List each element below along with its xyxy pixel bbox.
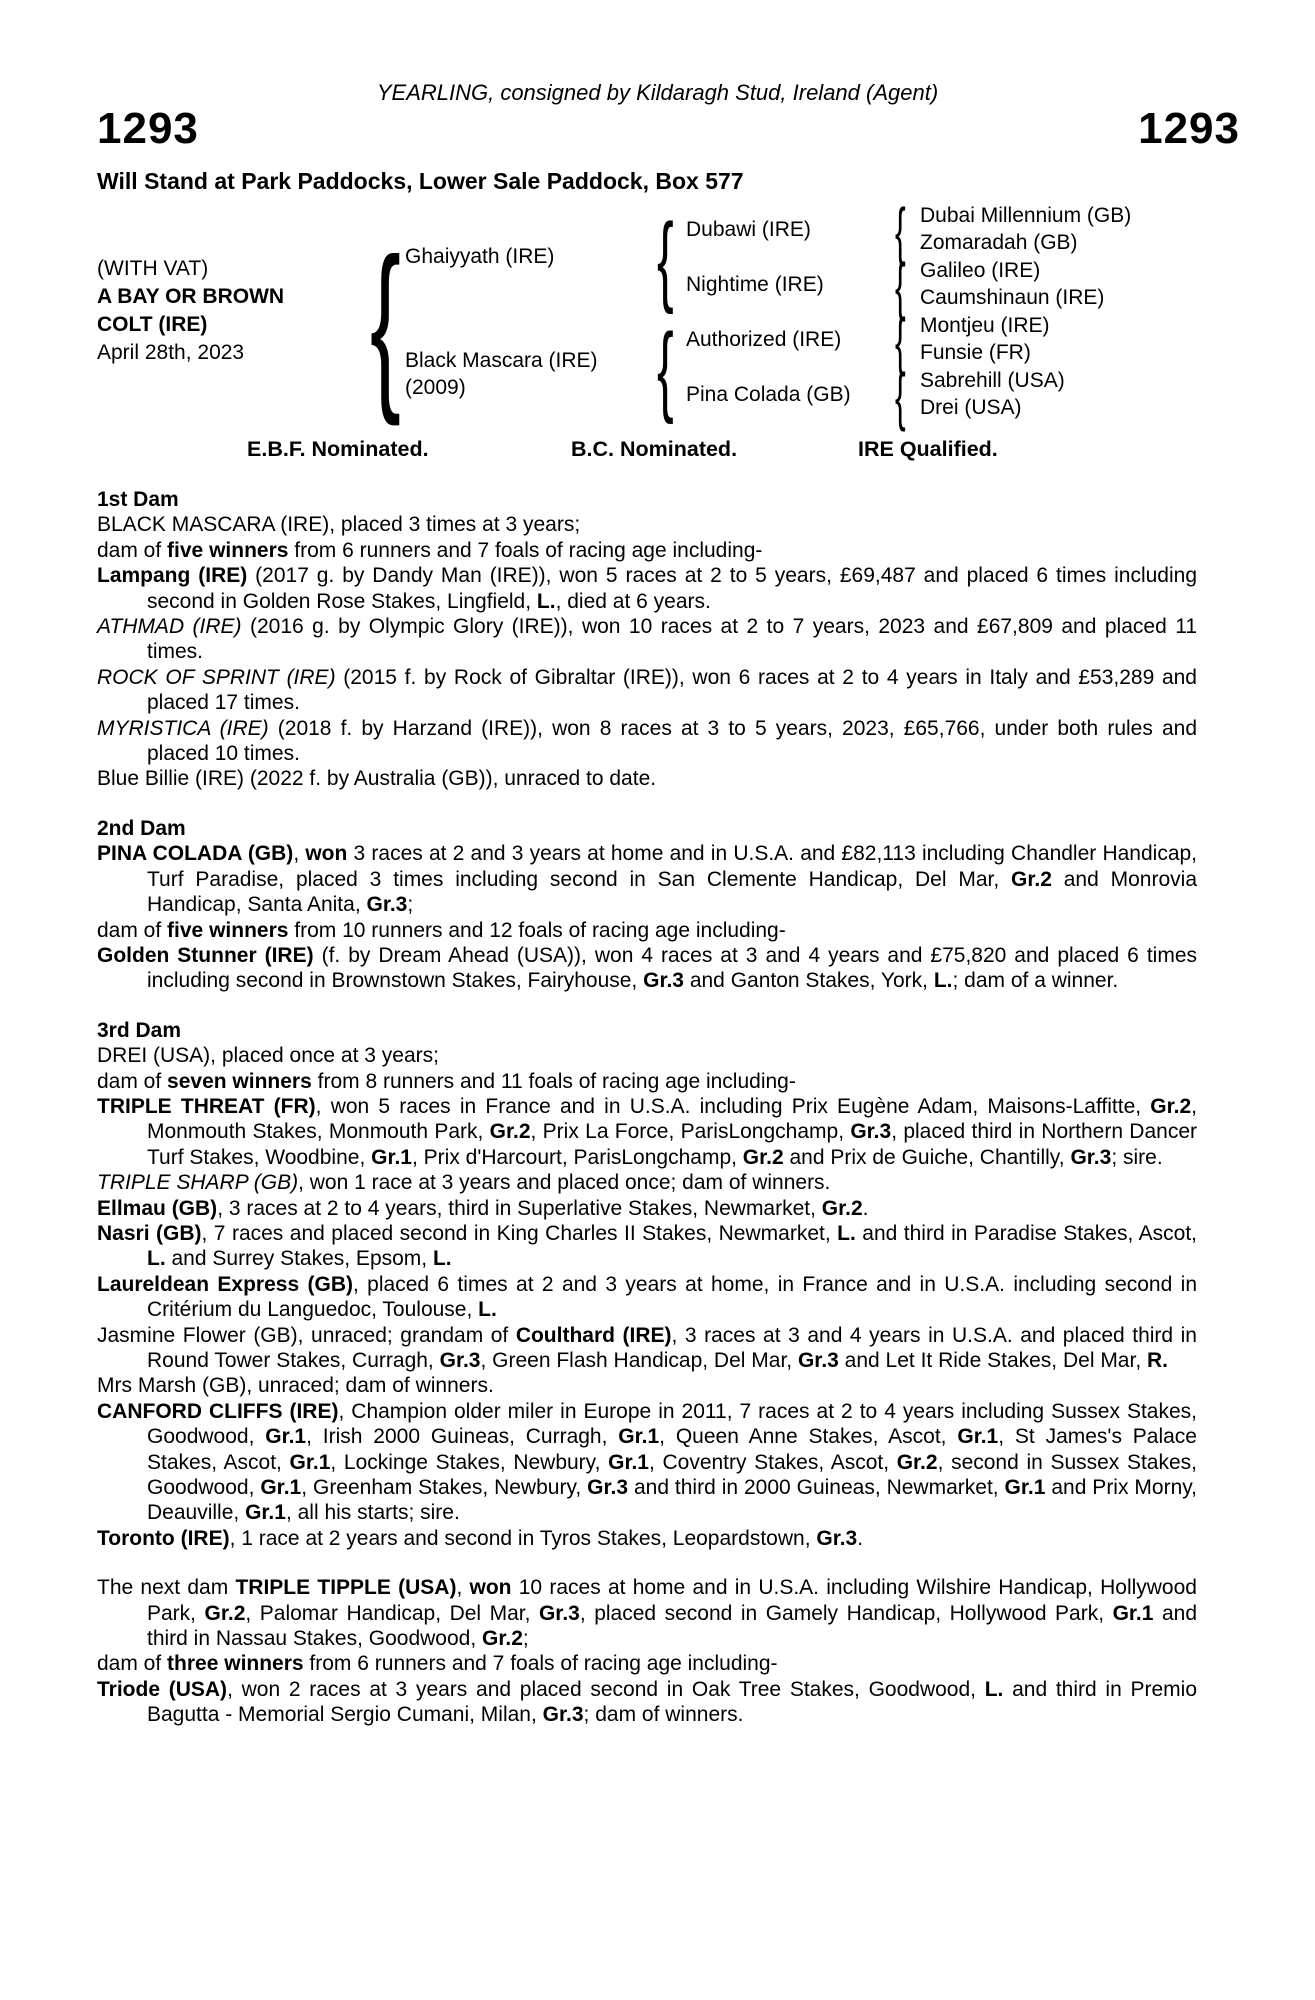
- great-grandparent-name: Montjeu (IRE): [920, 314, 1050, 337]
- nominations-line: [97, 437, 1240, 463]
- great-grandparent-name: Caumshinaun (IRE): [920, 286, 1105, 309]
- great-grandparent-name: Dubai Millennium (GB): [920, 204, 1132, 227]
- text-run: Nasri (GB): [97, 1221, 202, 1245]
- produce-summary: dam of five winners from 6 runners and 7 foals of racing age including-: [97, 538, 763, 562]
- sire-brace-icon: {: [657, 203, 674, 315]
- progeny-entry: Mrs Marsh (GB), unraced; dam of winners.: [97, 1374, 494, 1398]
- progeny-entry: Laureldean Express (GB), placed 6 times at 2 and 3 years at home, in France and in U.S.A. including second in Critérium du Languedoc, Toulouse, L.: [97, 1272, 1197, 1322]
- dam-brace-icon: {: [657, 313, 674, 425]
- produce-summary: dam of seven winners from 8 runners and 11 foals of racing age including-: [97, 1069, 796, 1093]
- progeny-entry: TRIPLE SHARP (GB), won 1 race at 3 years and placed once; dam of winners.: [97, 1171, 831, 1195]
- section-heading: 2nd Dam: [97, 816, 186, 840]
- dam-record: DREI (USA), placed once at 3 years;: [97, 1044, 439, 1068]
- granddam-name: Pina Colada (GB): [686, 383, 851, 406]
- text-run: seven winners: [167, 1069, 312, 1093]
- great-grandparent-name: Sabrehill (USA): [920, 369, 1065, 392]
- progeny-entry: Golden Stunner (IRE) (f. by Dream Ahead (USA)), won 4 races at 3 and 4 years and £75,820 and placed 6 times including second in Brownstown Stakes, Fairyhouse, Gr.3 and Ganton Stakes, York, L.; dam of a winner.: [97, 943, 1197, 993]
- great-grandparent-brace-icon: {: [895, 250, 906, 322]
- horse-description-line1: A BAY OR BROWN: [97, 285, 285, 308]
- text-run: Gr.3: [797, 1349, 839, 1372]
- progeny-entry: Blue Billie (IRE) (2022 f. by Australia (GB)), unraced to date.: [97, 767, 657, 791]
- lot-number-left: 1293: [97, 104, 199, 153]
- text-run: L.: [147, 1247, 166, 1271]
- dam-record: BLACK MASCARA (IRE), placed 3 times at 3 years;: [97, 513, 581, 537]
- ebf-nominated-label: E.B.F. Nominated.: [247, 437, 429, 461]
- text-run: three winners: [167, 1652, 304, 1676]
- text-run: won: [305, 842, 348, 866]
- text-run: CANFORD CLIFFS (IRE): [97, 1399, 339, 1423]
- great-grandparent-name: Funsie (FR): [920, 341, 1031, 364]
- progeny-entry: Triode (USA), won 2 races at 3 years and placed second in Oak Tree Stakes, Goodwood, L. and third in Premio Bagutta - Memorial Sergio Cumani, Milan, Gr.3; dam of winners.: [97, 1677, 1197, 1727]
- text-run: Gr.1: [608, 1450, 649, 1474]
- dam-name: Black Mascara (IRE): [405, 349, 598, 372]
- ire-qualified-label: IRE Qualified.: [858, 437, 998, 461]
- produce-summary: dam of five winners from 10 runners and 12 foals of racing age including-: [97, 918, 786, 942]
- text-run: five winners: [167, 538, 289, 562]
- pedigree-text: [97, 487, 1197, 1728]
- lot-number-right: 1293: [1138, 104, 1240, 153]
- text-run: Ellmau (GB): [97, 1196, 218, 1220]
- great-grandparent-brace-icon: {: [895, 195, 906, 267]
- text-run: Gr.3: [366, 893, 408, 917]
- stand-location: Will Stand at Park Paddocks, Lower Sale Paddock, Box 577: [97, 168, 744, 194]
- text-run: Gr.1: [245, 1501, 286, 1525]
- text-run: TRIPLE THREAT (FR): [97, 1094, 316, 1118]
- text-run: Gr.2: [1150, 1094, 1192, 1118]
- text-run: Gr.1: [260, 1476, 302, 1500]
- text-run: Gr.1: [289, 1450, 331, 1474]
- grandsire-name: Dubawi (IRE): [686, 218, 811, 241]
- text-run: L.: [432, 1247, 452, 1271]
- section-heading: 1st Dam: [97, 488, 179, 511]
- progeny-entry: Jasmine Flower (GB), unraced; grandam of Coulthard (IRE), 3 races at 3 and 4 years in U.S.A. and placed third in Round Tower Stakes, Curragh, Gr.3, Green Flash Handicap, Del Mar, Gr.3 and Let It Ride Stakes, Del Mar, R.: [97, 1323, 1197, 1372]
- section-heading: 3rd Dam: [97, 1018, 182, 1042]
- granddam-name: Nightime (IRE): [686, 273, 824, 296]
- progeny-entry: Nasri (GB), 7 races and placed second in King Charles II Stakes, Newmarket, L. and third in Paradise Stakes, Ascot, L. and Surrey Stakes, Epsom, L.: [97, 1221, 1197, 1271]
- text-run: won: [469, 1576, 512, 1600]
- text-run: R.: [1147, 1349, 1168, 1372]
- text-run: ROCK OF SPRINT (IRE): [97, 665, 336, 689]
- text-run: Gr.2: [482, 1627, 523, 1651]
- text-run: Gr.3: [1070, 1145, 1112, 1169]
- text-run: L.: [984, 1677, 1004, 1701]
- text-run: L.: [478, 1298, 497, 1322]
- text-run: Gr.3: [850, 1120, 892, 1144]
- vat-note: (WITH VAT): [97, 257, 209, 280]
- text-run: L.: [536, 589, 556, 613]
- text-run: TRIPLE TIPPLE (USA): [235, 1576, 457, 1600]
- text-run: Gr.2: [489, 1120, 531, 1144]
- text-run: Toronto (IRE): [97, 1526, 230, 1550]
- pedigree-table: [97, 195, 1240, 435]
- text-run: Lampang (IRE): [97, 564, 248, 588]
- progeny-entry: MYRISTICA (IRE) (2018 f. by Harzand (IRE)), won 8 races at 3 to 5 years, 2023, £65,766, under both rules and placed 10 times.: [97, 716, 1198, 766]
- section-third-dam: [97, 1018, 1197, 1552]
- consignor-line: YEARLING, consigned by Kildaragh Stud, Ireland (Agent): [376, 80, 939, 105]
- produce-summary: dam of three winners from 6 runners and 7 foals of racing age including-: [97, 1652, 778, 1676]
- text-run: Gr.3: [587, 1476, 629, 1500]
- progeny-entry: Lampang (IRE) (2017 g. by Dandy Man (IRE)), won 5 races at 2 to 5 years, £69,487 and placed 6 times including second in Golden Rose Stakes, Lingfield, L., died at 6 years.: [97, 564, 1197, 613]
- text-run: Gr.2: [742, 1145, 784, 1169]
- text-run: Gr.1: [957, 1425, 999, 1449]
- progeny-entry: ROCK OF SPRINT (IRE) (2015 f. by Rock of Gibraltar (IRE)), won 6 races at 2 to 4 years in Italy and £53,289 and placed 17 times.: [97, 665, 1197, 715]
- progeny-entry: Ellmau (GB), 3 races at 2 to 4 years, third in Superlative Stakes, Newmarket, Gr.2.: [97, 1196, 869, 1220]
- section-second-dam: [97, 816, 1197, 994]
- progeny-entry: CANFORD CLIFFS (IRE), Champion older miler in Europe in 2011, 7 races at 2 to 4 years including Sussex Stakes, Goodwood, Gr.1, Irish 2000 Guineas, Curragh, Gr.1, Queen Anne Stakes, Ascot, Gr.1, St James's Palace Stakes, Ascot, Gr.1, Lockinge Stakes, Newbury, Gr.1, Coventry Stakes, Ascot, Gr.2, second in Sussex Stakes, Goodwood, Gr.1, Greenham Stakes, Newbury, Gr.3 and third in 2000 Guineas, Newmarket, Gr.1 and Prix Morny, Deauville, Gr.1, all his starts; sire.: [97, 1399, 1198, 1525]
- text-run: Golden Stunner (IRE): [97, 943, 314, 967]
- text-run: Gr.3: [643, 969, 684, 993]
- text-run: Gr.1: [618, 1425, 660, 1449]
- text-run: L.: [933, 969, 953, 993]
- sire-name: Ghaiyyath (IRE): [405, 245, 555, 268]
- great-grandparent-name: Galileo (IRE): [920, 259, 1041, 282]
- text-run: Gr.3: [816, 1526, 858, 1550]
- dam-year: (2009): [405, 376, 466, 399]
- text-run: Gr.2: [896, 1450, 938, 1474]
- bc-nominated-label: B.C. Nominated.: [571, 437, 738, 461]
- foaling-date: April 28th, 2023: [97, 341, 245, 364]
- text-run: Gr.2: [204, 1601, 246, 1625]
- text-run: TRIPLE SHARP (GB): [97, 1171, 299, 1195]
- text-run: Gr.3: [542, 1703, 584, 1727]
- text-run: Coulthard (IRE): [515, 1323, 672, 1347]
- grandsire-name: Authorized (IRE): [686, 328, 842, 351]
- dam-record: The next dam TRIPLE TIPPLE (USA), won 10 races at home and in U.S.A. including Wilshire Handicap, Hollywood Park, Gr.2, Palomar Handicap, Del Mar, Gr.3, placed second in Gamely Handicap, Hollywood Park, Gr.1 and third in Nassau Stakes, Goodwood, Gr.2;: [97, 1576, 1198, 1651]
- great-grandparent-name: Drei (USA): [920, 396, 1022, 419]
- text-run: ATHMAD (IRE): [97, 615, 242, 639]
- text-run: Gr.3: [538, 1601, 580, 1625]
- text-run: MYRISTICA (IRE): [97, 716, 269, 740]
- text-run: L.: [837, 1221, 856, 1245]
- great-grandparent-brace-icon: {: [895, 360, 906, 432]
- progeny-entry: TRIPLE THREAT (FR), won 5 races in France and in U.S.A. including Prix Eugène Adam, Maisons-Laffitte, Gr.2, Monmouth Stakes, Monmouth Park, Gr.2, Prix La Force, ParisLongchamp, Gr.3, placed third in Northern Dancer Turf Stakes, Woodbine, Gr.1, Prix d'Harcourt, ParisLongchamp, Gr.2 and Prix de Guiche, Chantilly, Gr.3; sire.: [97, 1094, 1197, 1169]
- text-run: Gr.2: [821, 1196, 863, 1220]
- text-run: Gr.1: [1112, 1601, 1154, 1625]
- text-run: Laureldean Express (GB): [97, 1272, 353, 1296]
- progeny-entry: ATHMAD (IRE) (2016 g. by Olympic Glory (IRE)), won 10 races at 2 to 7 years, 2023 and £67,809 and placed 11 times.: [97, 615, 1197, 664]
- text-run: Gr.1: [265, 1425, 307, 1449]
- section-first-dam: [97, 487, 1197, 792]
- section-next-dam: [97, 1575, 1197, 1727]
- text-run: Gr.3: [439, 1349, 481, 1372]
- text-run: Gr.1: [1004, 1476, 1046, 1500]
- text-run: Gr.1: [371, 1145, 412, 1169]
- progeny-entry: Toronto (IRE), 1 race at 2 years and second in Tyros Stakes, Leopardstown, Gr.3.: [97, 1526, 864, 1550]
- text-run: PINA COLADA (GB): [97, 842, 294, 866]
- horse-description-line2: COLT (IRE): [97, 313, 208, 336]
- great-grandparent-name: Zomaradah (GB): [920, 231, 1078, 254]
- text-run: five winners: [167, 918, 289, 942]
- text-run: Triode (USA): [97, 1677, 228, 1701]
- dam-record: PINA COLADA (GB), won 3 races at 2 and 3 years at home and in U.S.A. and £82,113 including Chandler Handicap, Turf Paradise, placed 3 times including second in San Clemente Handicap, Del Mar, Gr.2 and Monrovia Handicap, Santa Anita, Gr.3;: [97, 842, 1198, 917]
- text-run: Gr.2: [1011, 867, 1052, 891]
- pedigree-main-brace-icon: {: [370, 221, 401, 427]
- great-grandparent-brace-icon: {: [895, 305, 906, 377]
